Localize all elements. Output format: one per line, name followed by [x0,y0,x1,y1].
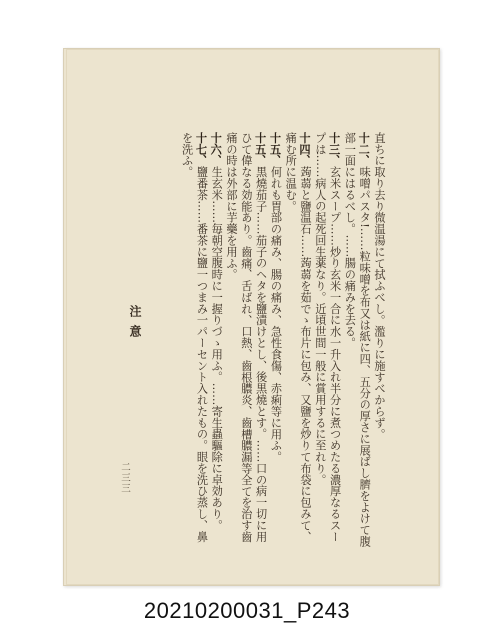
paragraph-17 [179,132,209,550]
item-number: 十二、 [357,132,372,167]
item-number: 十五、 [253,132,268,167]
paragraph-16 [208,132,223,550]
paragraph-0 [371,132,386,550]
item-number: 十五、 [268,132,283,167]
paragraph-14 [282,132,312,550]
item-number: 十四、 [298,132,313,167]
running-header: 注意 [128,305,142,345]
paragraph-text: 何れも胃部の痛み、腸の痛み、急性食傷、赤痢等に用ふ。 [269,166,283,463]
paragraph-15a [268,132,283,550]
paragraph-text: 黒燒茄子……茄子のヘタを鹽漬けとし、後黒燒とす。……口の病一切に用ひて偉なる効能あり。齒痛、舌ばれ、口熱、齒根膿炎、齒槽膿漏等全てを治す齒痛の時は外部に芋藥を用ふ。 [225,132,268,543]
item-number: 十七、 [194,132,209,167]
paragraph-text: 鹽番茶……番茶に鹽一つまみ一パーセント入れたもの。眼を洗ひ蒸し、鼻を洗ふ。 [180,132,209,543]
paragraph-12 [342,132,372,550]
item-number: 十六、 [209,132,224,167]
paragraph-text: 生玄米……毎朝空腹時に一握りづゝ用ふ。……寄生蟲驅除に卓効あり。 [210,166,224,531]
paragraph-15b [223,132,267,550]
item-number: 十三、 [327,132,342,167]
paragraph-text: 味噌パスタ!……粒味噌を布又は紙に四、五分の厚さに展ばし臍をよけて腹部一面にはるべし。……腸の痛みを去る。 [343,132,372,548]
paragraph-text: 玄米スープ……炒り玄米一合に水一升入れ半分に煮つめたる濃厚なるスープは……病人の起死回生薬なり。近頃世間一般に賞用するに至れり。 [313,132,342,543]
image-caption: 20210200031_P243 [143,598,351,623]
page-number: 二三三 [119,462,130,494]
paragraph-text: 蒟蒻と鹽温石……蒟蒻を茹でゝ布片に包み、又鹽を炒りて布袋に包みて、痛む所に温む。 [284,132,313,543]
paragraph-13 [312,132,342,550]
body-text [136,132,386,550]
paragraph-text: 直ちに取り去り微温湯にて拭ふべし。濫りに施すべからず。 [373,132,386,440]
